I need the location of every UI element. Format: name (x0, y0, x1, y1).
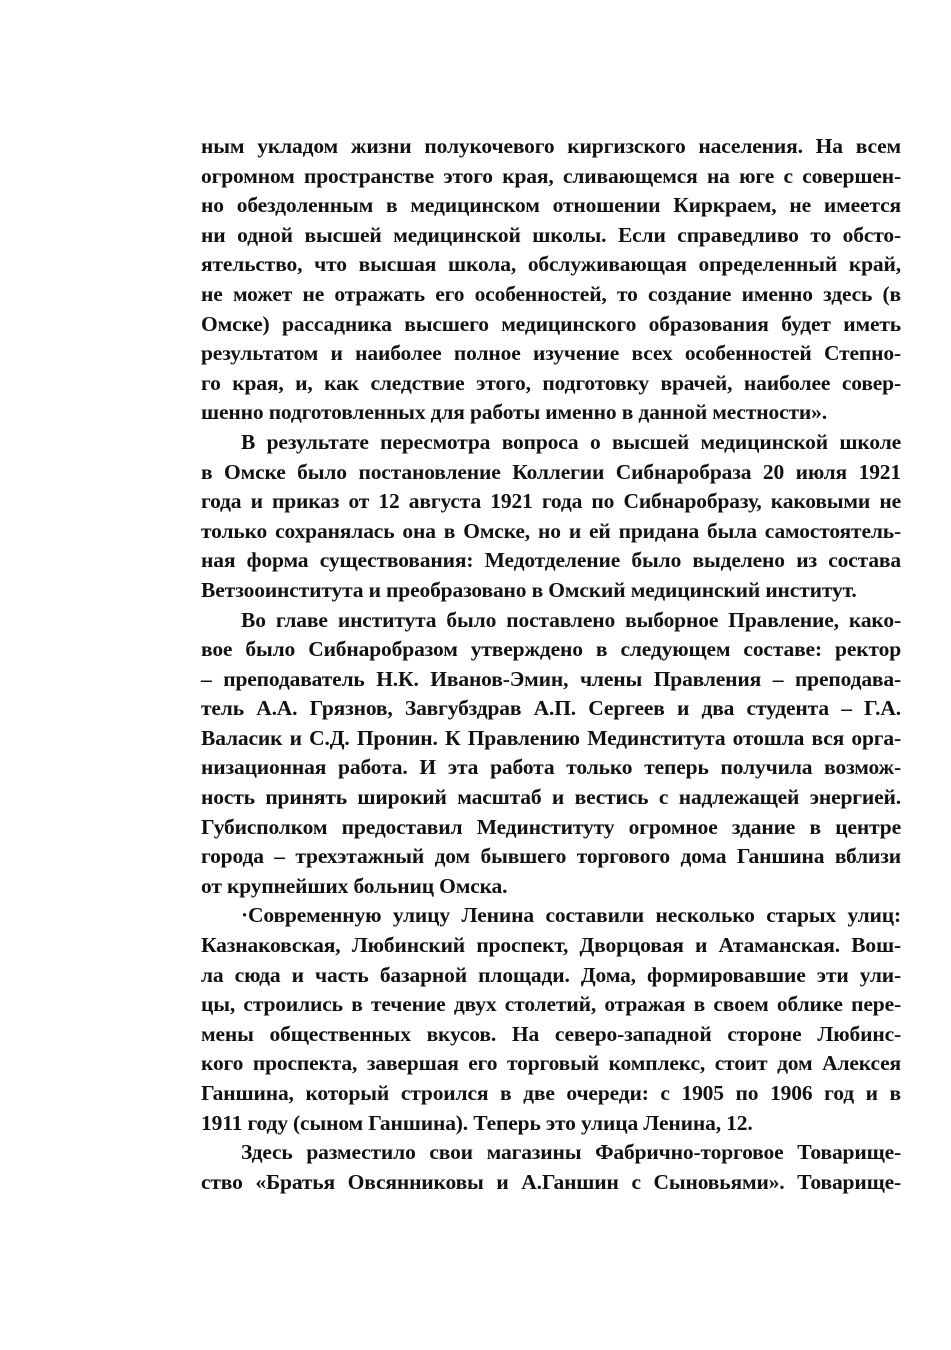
text-line: го края, и, как следствие этого, подготовку врачей, наиболее совер- (201, 370, 901, 395)
text-line: Во главе института было поставлено выборное Правление, како- (241, 607, 901, 632)
text-line: – преподаватель Н.К. Иванов-Эмин, члены Правления – преподава- (201, 666, 901, 691)
text-line: Казнаковская, Любинский проспект, Дворцовая и Атаманская. Вош- (201, 933, 901, 958)
text-line: результатом и наиболее полное изучение всех особенностей Степно- (201, 341, 901, 366)
paragraph (201, 428, 901, 606)
text-line: ным укладом жизни полукочевого киргизского населения. На всем (201, 134, 901, 158)
text-line: Ганшина, который строился в две очереди: с 1905 по 1906 год и в (201, 1081, 901, 1105)
text-line: но обездоленным в медицинском отношении Киркраем, не имеется (201, 193, 901, 218)
text-line: Валасик и С.Д. Пронин. К Правлению Мединститута отошла вся орга- (201, 725, 901, 750)
text-line: Омске) рассадника высшего медицинского образования будет иметь (201, 311, 901, 336)
text-line: Здесь разместило свои магазины Фабрично-торговое Товарище- (241, 1140, 901, 1165)
text-line: не может не отражать его особенностей, то создание именно здесь (в (201, 281, 901, 306)
text-line: вое было Сибнаробразом утверждено в следующем составе: ректор (201, 637, 901, 662)
text-line: низационная работа. И эта работа только теперь получила возмож- (201, 755, 901, 780)
text-line: ность принять широкий масштаб и вестись с надлежащей энергией. (201, 785, 901, 810)
text-line: ная форма существования: Медотделение было выделено из состава (201, 548, 901, 573)
paragraph (201, 606, 901, 902)
text-line: 1911 году (сыном Ганшина). Теперь это улица Ленина, 12. (201, 1110, 753, 1135)
text-line: шенно подготовленных для работы именно в данной местности». (201, 400, 827, 425)
text-line: ство «Братья Овсянниковы и А.Ганшин с Сыновьями». Товарище- (201, 1169, 901, 1194)
body-text (201, 132, 901, 1197)
text-line: от крупнейших больниц Омска. (201, 873, 508, 898)
paragraph (201, 1138, 901, 1197)
text-line: Губисполком предоставил Мединституту огромное здание в центре (201, 814, 901, 839)
text-line: ла сюда и часть базарной площади. Дома, формировавшие эти ули- (201, 962, 901, 987)
text-line: кого проспекта, завершая его торговый комплекс, стоит дом Алексея (201, 1051, 901, 1076)
text-line: ·Современную улицу Ленина составили несколько старых улиц: (241, 903, 901, 928)
text-line: года и приказ от 12 августа 1921 года по Сибнаробразу, каковыми не (201, 489, 901, 514)
text-line: в Омске было постановление Коллегии Сибнаробраза 20 июля 1921 (201, 459, 901, 484)
text-line: ни одной высшей медицинской школы. Если справедливо то обсто- (201, 222, 901, 247)
text-line: огромном пространстве этого края, сливающемся на юге с совершен- (201, 163, 901, 188)
paragraph (201, 901, 901, 1138)
text-line: Ветзооинститута и преобразовано в Омский медицинский институт. (201, 577, 857, 602)
text-line: тель А.А. Грязнов, Завгубздрав А.П. Сергеев и два студента – Г.А. (201, 696, 901, 721)
text-line: мены общественных вкусов. На северо-западной стороне Любинс- (201, 1021, 901, 1046)
text-line: только сохранялась она в Омске, но и ей придана была самостоятель- (201, 518, 901, 543)
paragraph (201, 132, 901, 428)
text-line: цы, строились в течение двух столетий, отражая в своем облике пере- (201, 992, 901, 1017)
text-line: ятельство, что высшая школа, обслуживающая определенный край, (201, 252, 901, 277)
text-line: города – трехэтажный дом бывшего торгового дома Ганшина вблизи (201, 844, 901, 869)
text-line: В результате пересмотра вопроса о высшей медицинской школе (241, 429, 901, 454)
